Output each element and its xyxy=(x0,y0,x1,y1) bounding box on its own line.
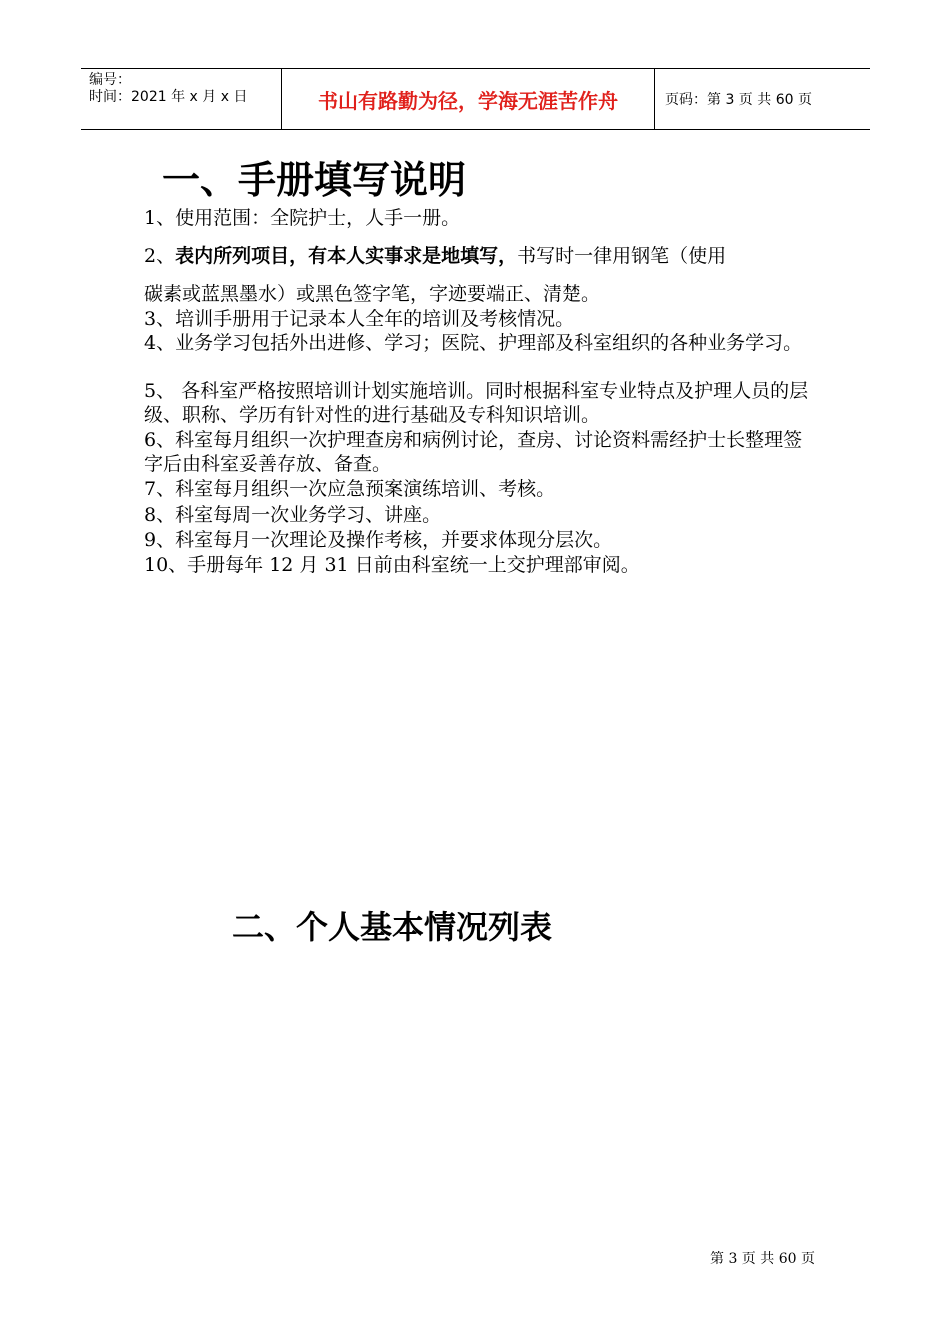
list-item xyxy=(144,244,812,268)
number-label: 编号： xyxy=(89,72,131,88)
header-meta xyxy=(81,69,281,129)
list-item: 4、业务学习包括外出进修、学习；医院、护理部及科室组织的各种业务学习。 xyxy=(144,332,803,354)
section-title-personal-info: 二、个人基本情况列表 xyxy=(232,908,553,946)
header-motto: 书山有路勤为径，学海无涯苦作舟 xyxy=(281,69,655,129)
section-title-instructions: 一、手册填写说明 xyxy=(162,158,467,202)
header-page-number: 页码：第 3 页 共 60 页 xyxy=(665,92,812,108)
item-number: 2、 xyxy=(144,245,176,267)
list-item: 6、科室每月组织一次护理查房和病例讨论，查房、讨论资料需经护士长整理签字后由科室妥善存放、备查。 xyxy=(144,429,803,475)
list-item: 10、手册每年 12 月 31 日前由科室统一上交护理部审阅。 xyxy=(144,554,640,576)
list-item-continued: 碳素或蓝黑墨水）或黑色签字笔，字迹要端正、清楚。 xyxy=(144,283,601,305)
list-item: 3、培训手册用于记录本人全年的培训及考核情况。 xyxy=(144,308,575,330)
list-item: 9、科室每月一次理论及操作考核，并要求体现分层次。 xyxy=(144,529,613,551)
item-text: 书写时一律用钢笔（使用 xyxy=(517,245,727,267)
page-footer: 第 3 页 共 60 页 xyxy=(710,1251,815,1267)
time-label: 时间：2021 年 x 月 x 日 xyxy=(89,89,248,105)
list-item: 1、使用范围：全院护士，人手一册。 xyxy=(144,207,461,229)
list-item: 5、 各科室严格按照培训计划实施培训。同时根据科室专业特点及护理人员的层级、职称、学历有针对性的进行基础及专科知识培训。 xyxy=(144,380,809,426)
page-header xyxy=(81,68,870,130)
list-item: 7、科室每月组织一次应急预案演练培训、考核。 xyxy=(144,478,556,500)
item-bold-text: 表内所列项目，有本人实事求是地填写， xyxy=(175,245,518,267)
list-item: 8、科室每周一次业务学习、讲座。 xyxy=(144,504,442,526)
